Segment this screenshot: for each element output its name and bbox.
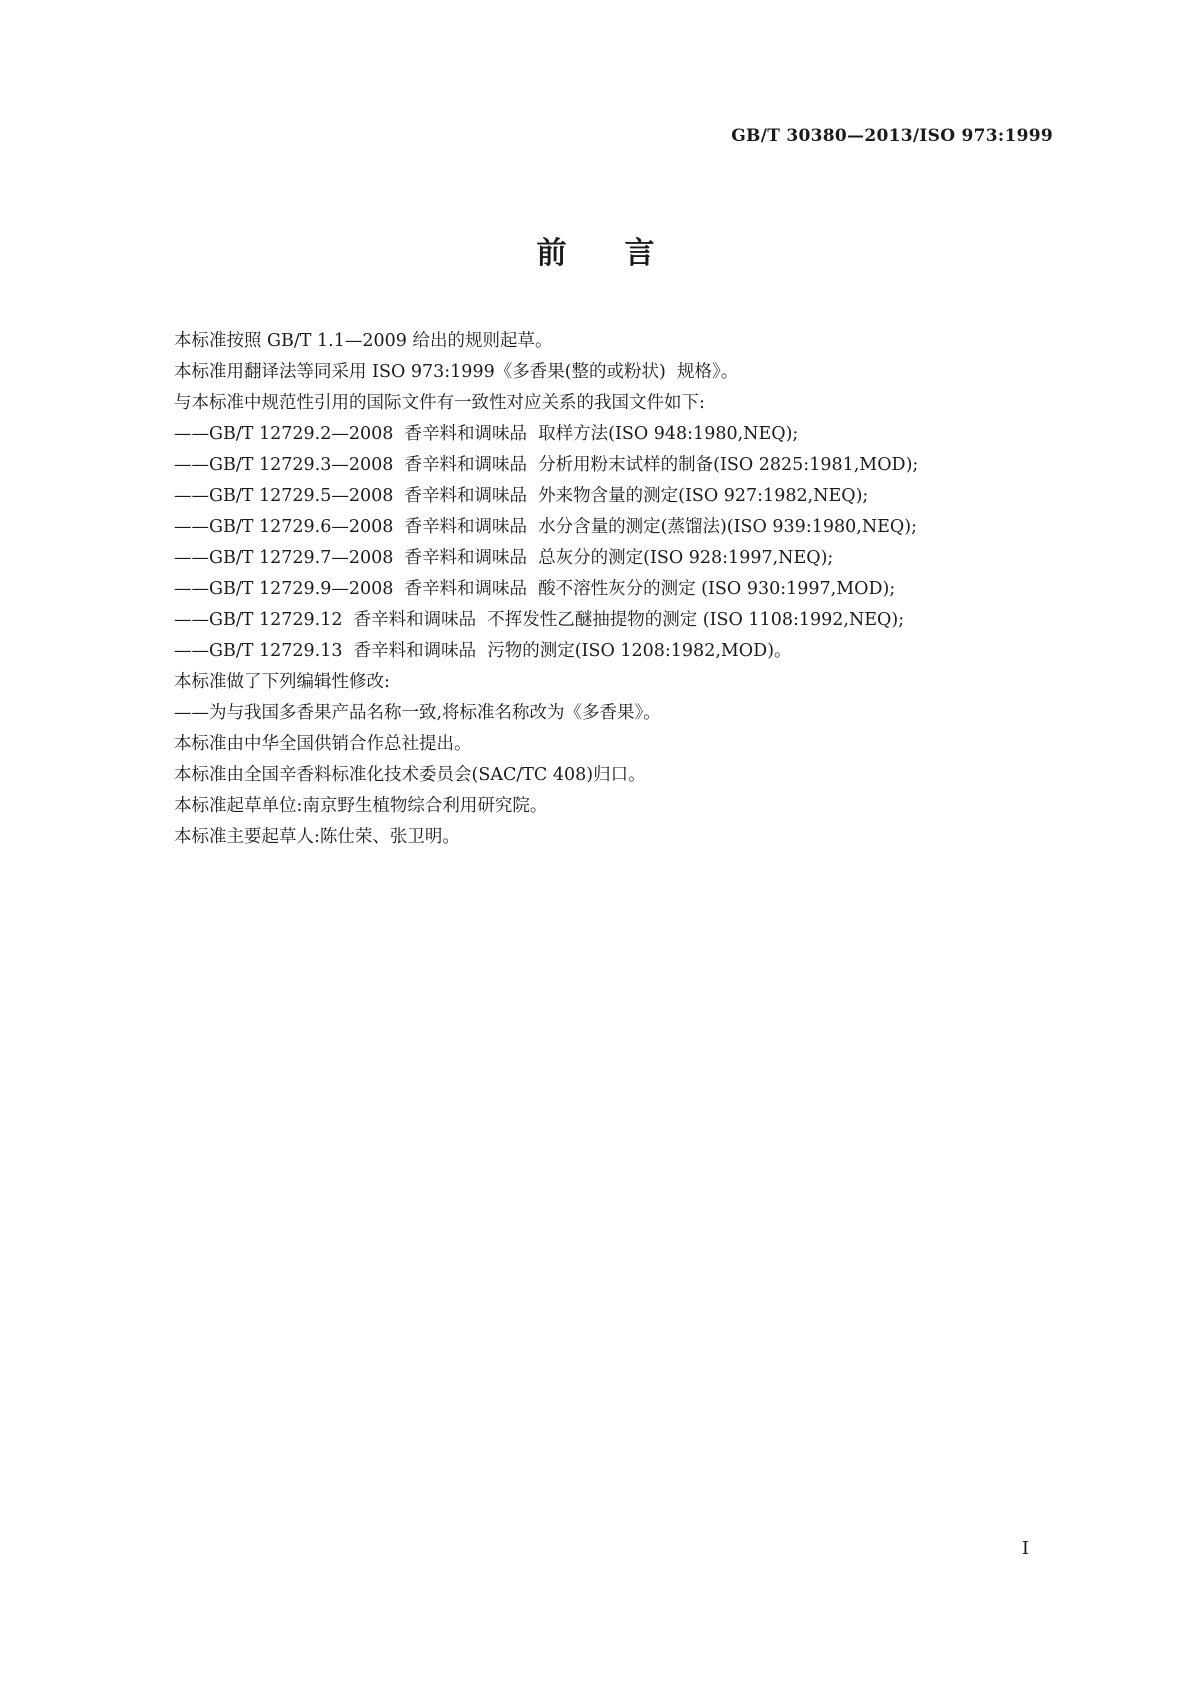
reference-item: ——GB/T 12729.6—2008 香辛料和调味品 水分含量的测定(蒸馏法)(ISO 939:1980,NEQ); [174,517,917,537]
foreword-body [174,326,1074,853]
body-line: 本标准用翻译法等同采用 ISO 973:1999《多香果(整的或粉状) 规格》。 [174,362,739,382]
body-line: 本标准起草单位:南京野生植物综合利用研究院。 [174,796,548,816]
reference-item: ——GB/T 12729.12 香辛料和调味品 不挥发性乙醚抽提物的测定 (ISO 1108:1992,NEQ); [174,610,905,630]
body-line: 本标准主要起草人:陈仕荣、张卫明。 [174,827,460,847]
reference-item: ——GB/T 12729.3—2008 香辛料和调味品 分析用粉末试样的制备(ISO 2825:1981,MOD); [174,455,919,475]
reference-item: ——GB/T 12729.2—2008 香辛料和调味品 取样方法(ISO 948:1980,NEQ); [174,424,799,444]
body-line: 本标准由中华全国供销合作总社提出。 [174,734,472,754]
modification-item: ——为与我国多香果产品名称一致,将标准名称改为《多香果》。 [174,703,661,723]
standard-code: GB/T 30380—2013/ISO 973:1999 [731,126,1053,146]
body-line: 本标准由全国辛香料标准化技术委员会(SAC/TC 408)归口。 [174,765,646,785]
body-line: 本标准按照 GB/T 1.1—2009 给出的规则起草。 [174,331,553,351]
page-number: I [1021,1538,1029,1559]
reference-item: ——GB/T 12729.7—2008 香辛料和调味品 总灰分的测定(ISO 928:1997,NEQ); [174,548,834,568]
reference-item: ——GB/T 12729.5—2008 香辛料和调味品 外来物含量的测定(ISO 927:1982,NEQ); [174,486,869,506]
reference-item: ——GB/T 12729.13 香辛料和调味品 污物的测定(ISO 1208:1982,MOD)。 [174,641,792,661]
reference-item: ——GB/T 12729.9—2008 香辛料和调味品 酸不溶性灰分的测定 (ISO 930:1997,MOD); [174,579,896,599]
page-title: 前言 [536,236,713,271]
body-line: 本标准做了下列编辑性修改: [174,672,390,692]
body-line: 与本标准中规范性引用的国际文件有一致性对应关系的我国文件如下: [174,393,705,413]
